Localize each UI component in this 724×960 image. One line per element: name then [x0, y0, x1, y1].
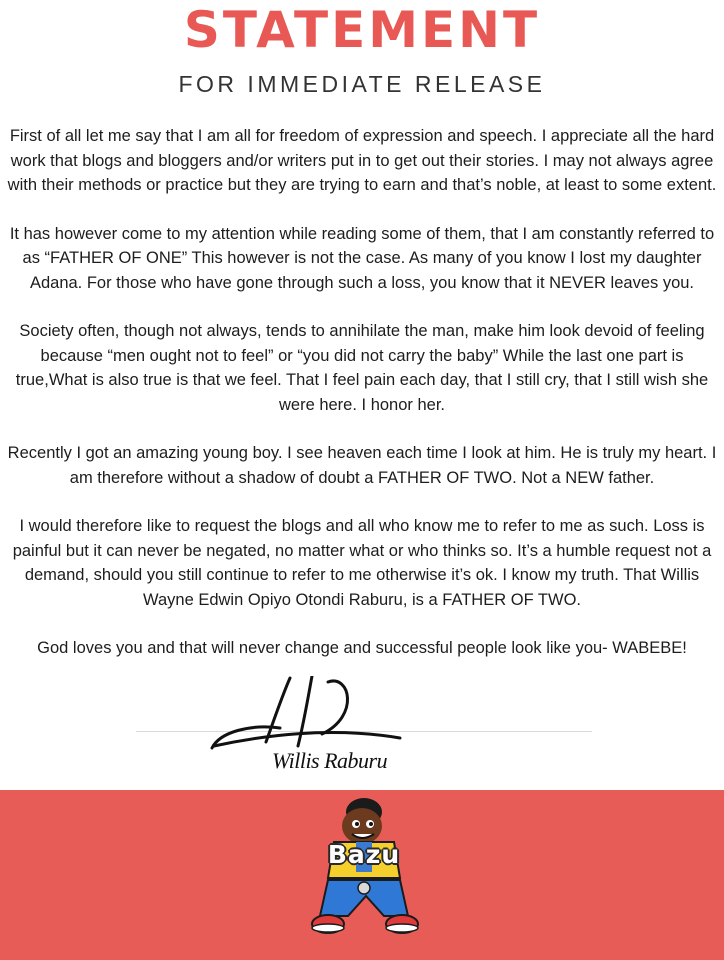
bazu-mascot-logo-icon	[304, 796, 422, 946]
paragraph-4: Recently I got an amazing young boy. I see heaven each time I look at him. He is truly my heart. I am therefore without a shadow of doubt a FATHER OF TWO. Not a NEW father.	[7, 444, 717, 487]
page-title: STATEMENT	[183, 1, 541, 59]
page-subtitle: FOR IMMEDIATE RELEASE	[178, 71, 546, 97]
paragraph-6: God loves you and that will never change and successful people look like you- WABEBE!	[37, 639, 687, 657]
paragraph-5: I would therefore like to request the blogs and all who know me to refer to me as such. Loss is painful but it can never be negated, no matter what or who thinks so. It’s a humble request not a demand, should you still continue to refer to me otherwise it’s ok. I know my truth. That Willis Wayne Edwin Opiyo Otondi Raburu, is a FATHER OF TWO.	[12, 517, 712, 609]
signature-name: Willis Raburu	[272, 748, 388, 773]
paragraph-1: First of all let me say that I am all for freedom of expression and speech. I appreciate all the hard work that blogs and bloggers and/or writers put in to get out their stories. I may not always agree with their methods or practice but they are trying to earn and that’s noble, at least to some extent.	[7, 127, 717, 194]
paragraph-3: Society often, though not always, tends to annihilate the man, make him look devoid of feeling because “men ought not to feel” or “you did not carry the baby” While the last one part is true,What is also true is that we feel. That I feel pain each day, that I still cry, that I still wish she were here. I honor her.	[15, 322, 709, 414]
paragraph-2: It has however come to my attention while reading some of them, that I am constantly referred to as “FATHER OF ONE” This however is not the case. As many of you know I lost my daughter Adana. For those who have gone through such a loss, you know that it NEVER leaves you.	[9, 224, 715, 292]
statement-body	[4, 124, 720, 685]
bazu-logo-text: Bazu	[327, 840, 401, 869]
